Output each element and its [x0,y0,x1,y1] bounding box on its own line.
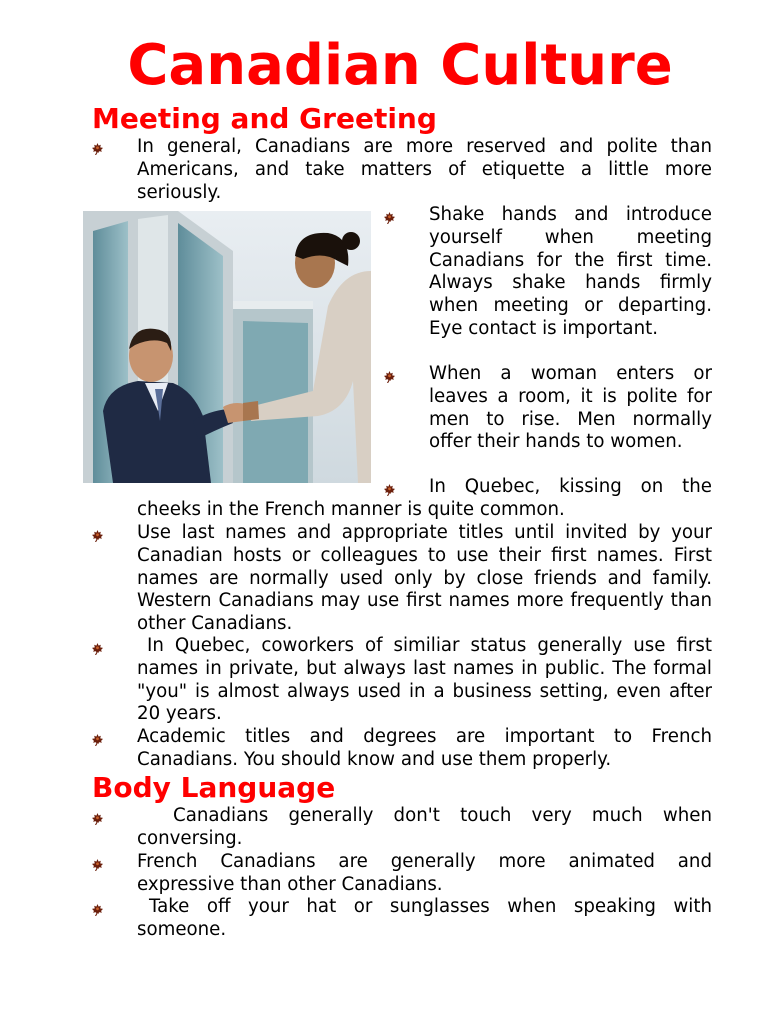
maple-leaf-bullet-icon [91,903,104,916]
paragraph: Shake hands and introduce yourself when meeting Canadians for the first time. Always shake hands firmly when meeting or departing. Eye contact is important. [429,204,712,339]
maple-leaf-bullet-icon [383,483,396,496]
paragraph: When a woman enters or leaves a room, it is polite for men to rise. Men normally offer their hands to women. [429,363,712,453]
paragraph: Take off your hat or sunglasses when speaking with someone. [137,896,712,940]
page-title: Canadian Culture [127,33,673,98]
paragraph: cheeks in the French manner is quite common. [137,499,565,520]
maple-leaf-bullet-icon [91,858,104,871]
maple-leaf-bullet-icon [91,529,104,542]
maple-leaf-bullet-icon [91,642,104,655]
section-heading-meeting: Meeting and Greeting [92,102,437,135]
maple-leaf-bullet-icon [383,211,396,224]
paragraph: French Canadians are generally more animated and expressive than other Canadians. [137,851,712,895]
section-heading-body-language: Body Language [92,771,336,804]
paragraph: In general, Canadians are more reserved and polite than Americans, and take matters of etiquette a little more seriously. [137,136,712,203]
maple-leaf-bullet-icon [91,812,104,825]
paragraph: In Quebec, kissing on the [429,476,712,497]
paragraph: Canadians generally don't touch very much when conversing. [137,805,712,849]
paragraph: Academic titles and degrees are important to French Canadians. You should know and use them properly. [137,726,712,770]
maple-leaf-bullet-icon [383,370,396,383]
paragraph: In Quebec, coworkers of similiar status generally use first names in private, but always last names in public. The formal "you" is almost always used in a business setting, even after 20 years. [137,635,712,725]
maple-leaf-bullet-icon [91,733,104,746]
maple-leaf-bullet-icon [91,142,104,155]
paragraph: Use last names and appropriate titles until invited by your Canadian hosts or colleagues to use their first names. First names are normally used only by close friends and family. Western Canadians may use first names more frequently than other Canadians. [137,522,712,635]
business-handshake-photo [83,211,371,483]
